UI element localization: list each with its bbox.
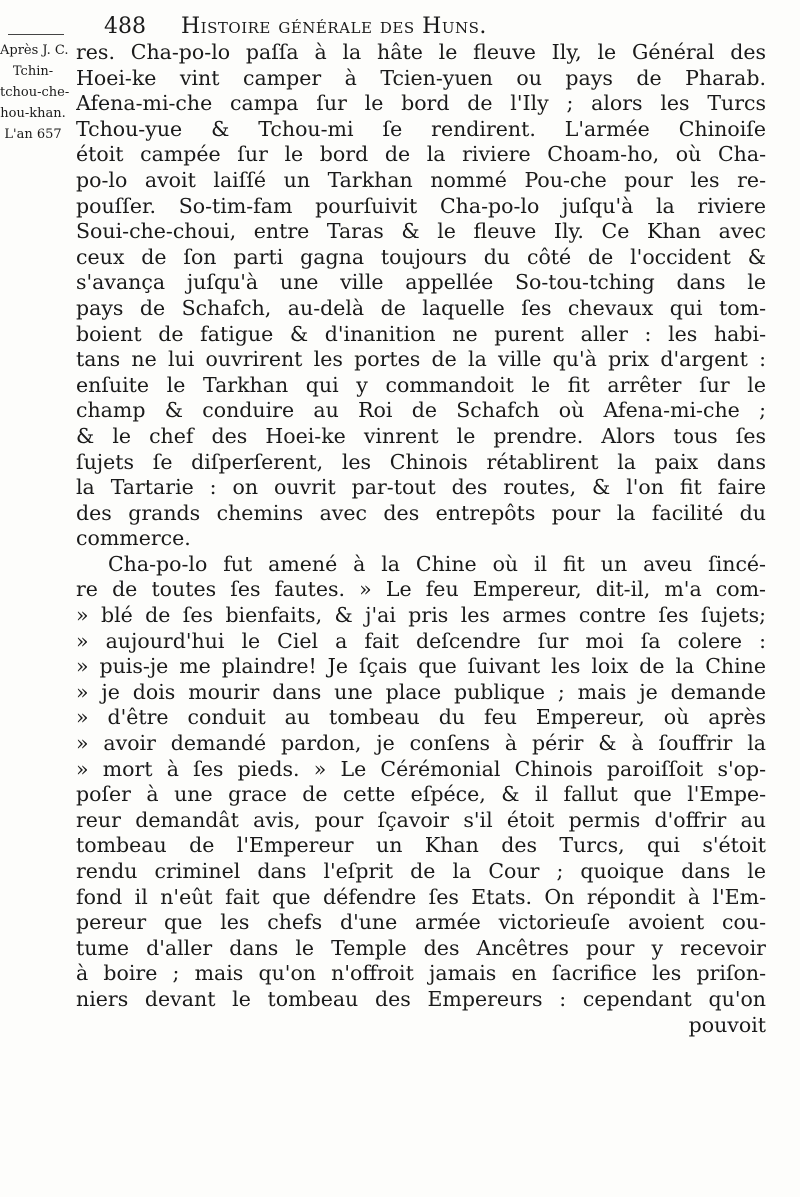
running-title: Histoire générale des Huns. xyxy=(181,14,487,39)
text-line: » puis-je me plaindre! Je ſçais que ſuivant les loix de la Chine xyxy=(76,654,766,679)
text-line: des grands chemins avec des entrepôts pour la facilité du xyxy=(76,500,766,525)
text-line: champ & conduire au Roi de Schafch où Afena-mi-che ; xyxy=(76,398,766,423)
text-line: po-lo avoit laiſſé un Tarkhan nommé Pou-che pour les re- xyxy=(76,167,766,192)
text-line: s'avança juſqu'à une ville appellée So-tou-tching dans le xyxy=(76,270,766,295)
catchword: pouvoit xyxy=(688,1012,766,1037)
text-line: enſuite le Tarkhan qui y commandoit le fit arrêter ſur le xyxy=(76,372,766,397)
text-line: Soui-che-choui, entre Taras & le fleuve Ily. Ce Khan avec xyxy=(76,219,766,244)
body-text xyxy=(76,40,766,1038)
margin-note-line: hou-khan. xyxy=(0,106,66,121)
text-line: fond il n'eût fait que défendre ſes Etats. On répondit à l'Em- xyxy=(76,884,766,909)
text-line: » d'être conduit au tombeau du feu Empereur, où après xyxy=(76,705,766,730)
margin-note-line: L'an 657 xyxy=(4,127,62,142)
text-line: tume d'aller dans le Temple des Ancêtres pour y recevoir xyxy=(76,935,766,960)
text-line: pereur que les chefs d'une armée victorieuſe avoient cou- xyxy=(76,910,766,935)
text-line: commerce. xyxy=(76,526,191,551)
text-line: pays de Schafch, au-delà de laquelle ſes chevaux qui tom- xyxy=(76,295,766,320)
text-line: poſer à une grace de cette eſpéce, & il fallut que l'Empe- xyxy=(76,782,766,807)
text-line: Tchou-yue & Tchou-mi ſe rendirent. L'armée Chinoiſe xyxy=(76,116,766,141)
text-line: » blé de ſes bienfaits, & j'ai pris les armes contre ſes ſujets; xyxy=(76,603,766,628)
text-line: ceux de ſon parti gagna toujours du côté de l'occident & xyxy=(76,244,766,269)
text-line: Cha-po-lo fut amené à la Chine où il fit un aveu ſincé- xyxy=(108,551,766,576)
text-line: ſujets ſe diſperſerent, les Chinois rétablirent la paix dans xyxy=(76,449,766,474)
text-line: & le chef des Hoei-ke vinrent le prendre. Alors tous ſes xyxy=(76,423,766,448)
text-line: Hoei-ke vint camper à Tcien-yuen ou pays de Pharab. xyxy=(76,65,766,90)
text-line: Afena-mi-che campa ſur le bord de l'Ily ; alors les Turcs xyxy=(76,91,766,116)
text-line: re de toutes ſes fautes. » Le feu Empereur, dit-il, m'a com- xyxy=(76,577,766,602)
text-line: rendu criminel dans l'eſprit de la Cour ; quoique dans le xyxy=(76,859,766,883)
margin-note xyxy=(0,40,70,145)
text-line: pouſſer. So-tim-fam pourſuivit Cha-po-lo juſqu'à la riviere xyxy=(76,193,766,218)
margin-rule xyxy=(8,34,64,35)
text-line: étoit campée ſur le bord de la riviere Choam-ho, où Cha- xyxy=(76,142,766,167)
text-line: res. Cha-po-lo paſſa à la hâte le fleuve Ily, le Général des xyxy=(76,40,766,64)
text-line: tombeau de l'Empereur un Khan des Turcs, qui s'étoit xyxy=(76,833,766,858)
margin-note-line: Après J. C. xyxy=(0,43,69,58)
text-line: reur demandât avis, pour ſçavoir s'il étoit permis d'offrir au xyxy=(76,807,766,832)
text-line: » aujourd'hui le Ciel a fait deſcendre ſur moi ſa colere : xyxy=(76,628,766,653)
margin-note-line: Tchin- xyxy=(12,64,54,79)
text-line: » je dois mourir dans une place publique ; mais je demande xyxy=(76,679,766,704)
text-line: » mort à ſes pieds. » Le Cérémonial Chinois paroiſſoit s'op- xyxy=(76,756,766,781)
text-line: à boire ; mais qu'on n'offroit jamais en ſacrifice les priſon- xyxy=(76,961,766,986)
running-head xyxy=(104,12,764,42)
page-number: 488 xyxy=(104,14,146,39)
text-line: niers devant le tombeau des Empereurs : cependant qu'on xyxy=(76,986,766,1011)
margin-note-line: tchou-che- xyxy=(0,85,70,100)
text-line: boient de fatigue & d'inanition ne purent aller : les habi- xyxy=(76,321,766,346)
text-line: la Tartarie : on ouvrit par-tout des routes, & l'on fit faire xyxy=(76,475,766,500)
text-line: » avoir demandé pardon, je conſens à périr & à ſouffrir la xyxy=(76,731,766,756)
text-line: tans ne lui ouvrirent les portes de la ville qu'à prix d'argent : xyxy=(76,347,766,372)
